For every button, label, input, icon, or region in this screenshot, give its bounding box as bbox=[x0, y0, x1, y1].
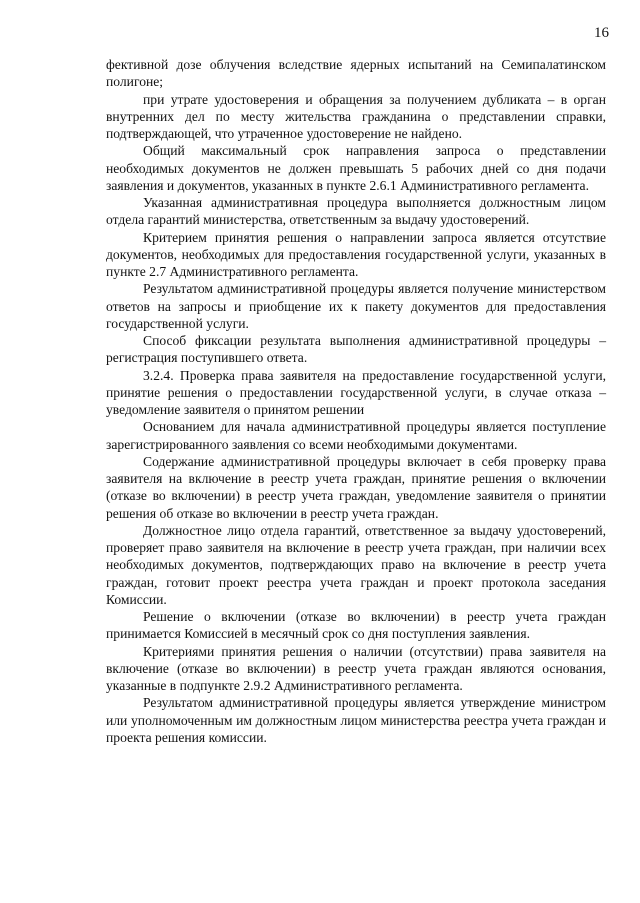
paragraph: фективной дозе облучения вследствие ядерных испытаний на Семипалатинском полигоне; bbox=[106, 57, 606, 90]
paragraph: Результатом административной процедуры является утверждение министром или уполномоченным им должностным лицом министерства реестра учета граждан и проекта решения комиссии. bbox=[106, 695, 606, 745]
paragraph: Должностное лицо отдела гарантий, ответственное за выдачу удостоверений, проверяет право заявителя на включение в реестр учета граждан, при наличии всех необходимых документов, подтверждающих право на включение в реестр учета граждан, готовит проект реестра учета граждан и проект протокола заседания Комиссии. bbox=[106, 522, 606, 607]
paragraph: Критерием принятия решения о направлении запроса является отсутствие документов, необходимых для предоставления государственной услуги, указанных в пункте 2.7 Административного регламента. bbox=[106, 229, 606, 279]
paragraph: Основанием для начала административной процедуры является поступление зарегистрированного заявления со всеми необходимыми документами. bbox=[106, 419, 606, 452]
paragraph: при утрате удостоверения и обращения за получением дубликата – в орган внутренних дел по месту жительства гражданина о представлении справки, подтверждающей, что утраченное удостоверение не найдено. bbox=[106, 91, 606, 141]
paragraph: Результатом административной процедуры является получение министерством ответов на запросы и приобщение их к пакету документов для предоставления государственной услуги. bbox=[106, 281, 606, 331]
paragraph: Общий максимальный срок направления запроса о представлении необходимых документов не должен превышать 5 рабочих дней со дня подачи заявления и документов, указанных в пункте 2.6.1 Административного регламента. bbox=[106, 143, 606, 193]
paragraph: Указанная административная процедура выполняется должностным лицом отдела гарантий министерства, ответственным за выдачу удостоверений. bbox=[106, 195, 606, 228]
page-number: 16 bbox=[594, 25, 609, 41]
paragraph: Решение о включении (отказе во включении) в реестр учета граждан принимается Комиссией в месячный срок со дня поступления заявления. bbox=[106, 609, 606, 642]
paragraph: Содержание административной процедуры включает в себя проверку права заявителя на включение в реестр учета граждан, принятие решения о включении (отказе во включении) в реестр учета граждан, уведомление заявителя о принятии решения об отказе во включении в реестр учета граждан. bbox=[106, 453, 606, 521]
document-body bbox=[106, 56, 606, 746]
paragraph: Способ фиксации результата выполнения административной процедуры – регистрация поступившего ответа. bbox=[106, 333, 606, 366]
section-heading-paragraph: 3.2.4. Проверка права заявителя на предоставление государственной услуги, принятие решения о предоставлении государственной услуги, в случае отказа – уведомление заявителя о принятом решении bbox=[106, 367, 606, 417]
paragraph: Критериями принятия решения о наличии (отсутствии) права заявителя на включение (отказе во включении) в реестр учета граждан являются основания, указанные в подпункте 2.9.2 Административного регламента. bbox=[106, 643, 606, 693]
